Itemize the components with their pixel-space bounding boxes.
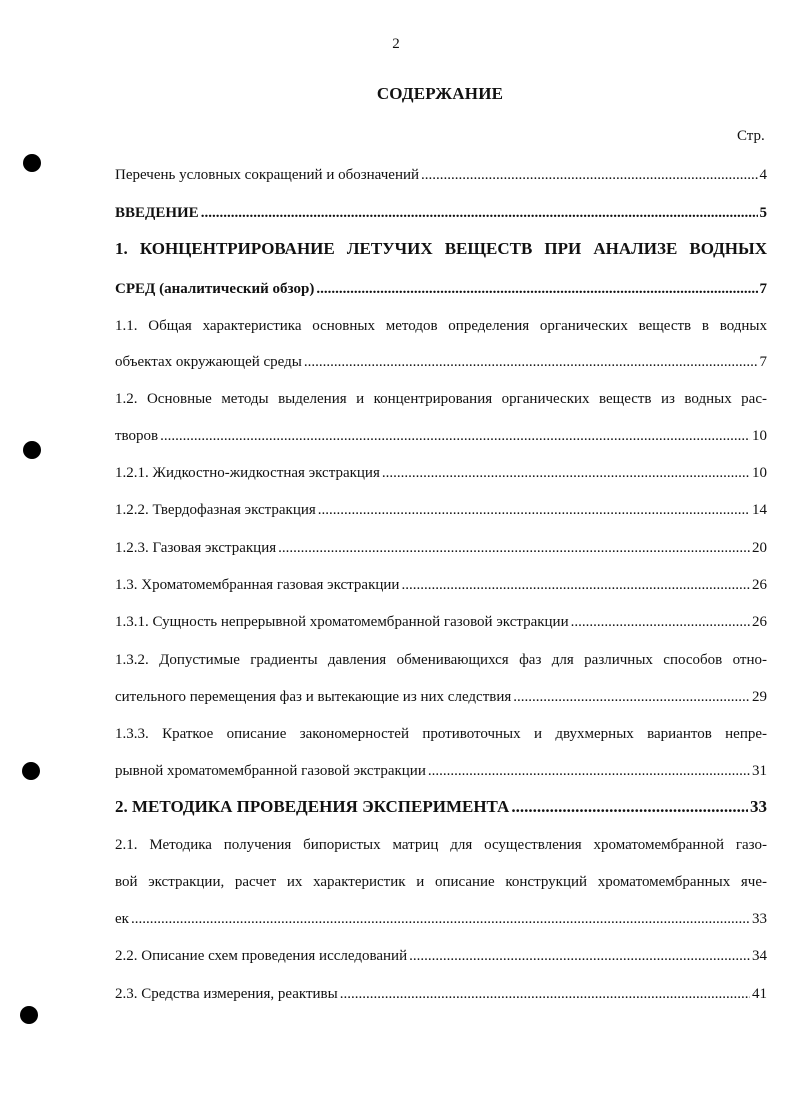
page-title: СОДЕРЖАНИЕ <box>376 84 504 103</box>
toc-entry-1-3[interactable]: 1.3. Хроматомембранная газовая экстракции ..... 26 <box>115 575 767 595</box>
toc-entry-1-2-1[interactable]: 1.2.1. Жидкостно-жидкостная экстракция ..... 10 <box>115 463 767 483</box>
punch-hole-4 <box>20 1006 38 1024</box>
page-column-header: Стр. <box>737 128 765 144</box>
punch-hole-2 <box>23 441 41 459</box>
punch-hole-3 <box>22 762 40 780</box>
toc-entry-1-2-3[interactable]: 1.2.3. Газовая экстракция ..... 20 <box>115 538 767 558</box>
toc-entry-2-2[interactable]: 2.2. Описание схем проведения исследований ..... 34 <box>115 946 767 966</box>
punch-hole-1 <box>23 154 41 172</box>
toc-entry-1-2-2[interactable]: 1.2.2. Твердофазная экстракция ..... 14 <box>115 500 767 520</box>
toc-entry-1-3-1[interactable]: 1.3.1. Сущность непрерывной хроматомембранной газовой экстракции ..... 26 <box>115 612 767 632</box>
toc-entry-2-3[interactable]: 2.3. Средства измерения, реактивы ..... 41 <box>115 984 767 1004</box>
toc-entry-chapter-2[interactable]: 2. МЕТОДИКА ПРОВЕДЕНИЯ ЭКСПЕРИМЕНТА ..... 33 <box>115 797 767 817</box>
page-number: 2 <box>392 36 400 52</box>
toc-entry-introduction[interactable]: ВВЕДЕНИЕ ..... 5 <box>115 203 767 223</box>
toc-entry-abbreviations[interactable]: Перечень условных сокращений и обозначений ..... 4 <box>115 165 767 185</box>
